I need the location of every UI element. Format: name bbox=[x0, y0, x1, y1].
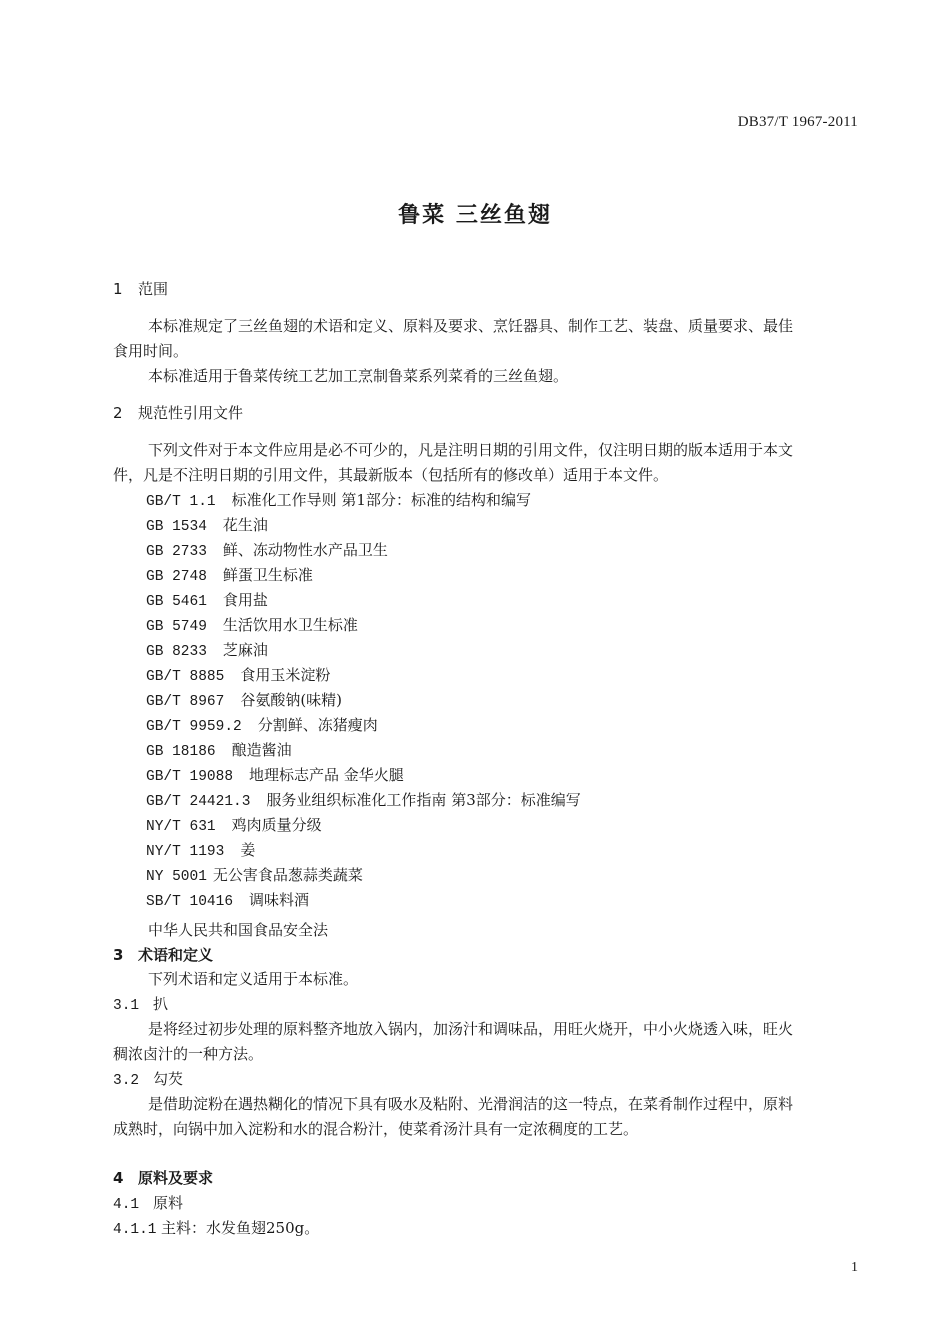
reference-code: GB 2733 bbox=[146, 544, 207, 560]
reference-title: 食用盐 bbox=[222, 591, 268, 609]
reference-code: GB 5461 bbox=[146, 594, 207, 610]
reference-title: 鸡肉质量分级 bbox=[231, 816, 322, 834]
page-number: 1 bbox=[851, 1260, 858, 1275]
paragraph: 下列术语和定义适用于本标准。 bbox=[148, 970, 359, 988]
reference-title: 鲜蛋卫生标准 bbox=[222, 566, 313, 584]
paragraph: 稠浓卤汁的一种方法。 bbox=[113, 1045, 264, 1063]
subsection-number: 4.1 bbox=[113, 1197, 140, 1213]
paragraph: 食用时间。 bbox=[113, 342, 189, 360]
reference-title: 鲜、冻动物性水产品卫生 bbox=[222, 541, 388, 559]
reference-item bbox=[146, 739, 292, 760]
reference-code: GB/T 1.1 bbox=[146, 494, 216, 510]
section-number: 1 bbox=[113, 280, 123, 298]
reference-item bbox=[146, 714, 378, 735]
reference-code: GB 8233 bbox=[146, 644, 207, 660]
reference-item bbox=[146, 539, 388, 560]
reference-item bbox=[146, 664, 330, 685]
reference-code: GB 5749 bbox=[146, 619, 207, 635]
reference-title: 调味料酒 bbox=[249, 891, 310, 909]
term-name: 扒 bbox=[153, 995, 169, 1013]
term-name: 勾芡 bbox=[153, 1070, 184, 1088]
reference-title: 生活饮用水卫生标准 bbox=[222, 616, 358, 634]
reference-code: GB/T 19088 bbox=[146, 769, 234, 785]
subsection-heading bbox=[113, 1217, 319, 1238]
reference-title: 服务业组织标准化工作指南 第3部分：标准编写 bbox=[266, 791, 581, 809]
reference-code: GB/T 9959.2 bbox=[146, 719, 242, 735]
section-3-heading bbox=[113, 944, 213, 965]
reference-item bbox=[146, 489, 531, 510]
section-number: 4 bbox=[113, 1169, 124, 1187]
reference-code: GB 1534 bbox=[146, 519, 207, 535]
reference-code: GB/T 24421.3 bbox=[146, 794, 251, 810]
section-title: 术语和定义 bbox=[138, 946, 214, 964]
reference-item bbox=[146, 864, 363, 885]
section-4-heading bbox=[113, 1167, 213, 1188]
reference-item bbox=[146, 689, 342, 710]
reference-item bbox=[146, 589, 268, 610]
paragraph: 件，凡是不注明日期的引用文件，其最新版本（包括所有的修改单）适用于本文件。 bbox=[113, 466, 669, 484]
reference-title: 谷氨酸钠(味精) bbox=[240, 691, 343, 709]
reference-code: NY/T 631 bbox=[146, 819, 216, 835]
reference-item bbox=[146, 514, 268, 535]
reference-title: 芝麻油 bbox=[222, 641, 268, 659]
reference-code: GB/T 8885 bbox=[146, 669, 225, 685]
reference-item bbox=[146, 764, 404, 785]
paragraph: 是借助淀粉在遇热糊化的情况下具有吸水及粘附、光滑润洁的这一特点，在菜肴制作过程中，原料 bbox=[148, 1095, 794, 1113]
reference-code: GB 18186 bbox=[146, 744, 216, 760]
reference-code: GB/T 8967 bbox=[146, 694, 225, 710]
paragraph: 成熟时，向锅中加入淀粉和水的混合粉汁，使菜肴汤汁具有一定浓稠度的工艺。 bbox=[113, 1120, 639, 1138]
reference-item bbox=[146, 889, 309, 910]
reference-item bbox=[146, 639, 268, 660]
reference-code: NY 5001 bbox=[146, 869, 207, 885]
reference-item bbox=[146, 564, 313, 585]
section-2-heading bbox=[113, 402, 243, 423]
section-title: 规范性引用文件 bbox=[138, 404, 244, 422]
document-title: 鲁菜 三丝鱼翅 bbox=[398, 203, 552, 228]
reference-code: SB/T 10416 bbox=[146, 894, 234, 910]
section-title: 原料及要求 bbox=[138, 1169, 214, 1187]
paragraph: 本标准规定了三丝鱼翅的术语和定义、原料及要求、烹饪器具、制作工艺、装盘、质量要求、最佳 bbox=[148, 317, 794, 335]
subsection-heading bbox=[113, 1192, 183, 1213]
reference-code: NY/T 1193 bbox=[146, 844, 225, 860]
paragraph: 下列文件对于本文件应用是必不可少的，凡是注明日期的引用文件，仅注明日期的版本适用于本文 bbox=[148, 441, 794, 459]
section-number: 3 bbox=[113, 946, 124, 964]
reference-title: 姜 bbox=[240, 841, 256, 859]
paragraph: 本标准适用于鲁菜传统工艺加工烹制鲁菜系列菜肴的三丝鱼翅。 bbox=[148, 367, 569, 385]
reference-item bbox=[146, 614, 358, 635]
term-heading bbox=[113, 1068, 183, 1089]
subsection-number: 4.1.1 bbox=[113, 1222, 157, 1238]
subsection-text: 主料：水发鱼翅250g。 bbox=[161, 1219, 320, 1237]
term-heading bbox=[113, 993, 168, 1014]
reference-title: 标准化工作导则 第1部分：标准的结构和编写 bbox=[231, 491, 531, 509]
paragraph: 是将经过初步处理的原料整齐地放入锅内，加汤汁和调味品，用旺火烧开，中小火烧透入味，旺火 bbox=[148, 1020, 794, 1038]
reference-title: 分割鲜、冻猪瘦肉 bbox=[257, 716, 378, 734]
reference-code: GB 2748 bbox=[146, 569, 207, 585]
reference-title: 食用玉米淀粉 bbox=[240, 666, 331, 684]
section-1-heading bbox=[113, 278, 168, 299]
reference-title: 无公害食品葱蒜类蔬菜 bbox=[212, 866, 363, 884]
reference-law: 中华人民共和国食品安全法 bbox=[148, 921, 329, 939]
reference-item bbox=[146, 814, 322, 835]
reference-title: 地理标志产品 金华火腿 bbox=[249, 766, 404, 784]
subsection-title: 原料 bbox=[153, 1194, 184, 1212]
document-code: DB37/T 1967-2011 bbox=[737, 114, 858, 130]
term-number: 3.2 bbox=[113, 1073, 140, 1089]
reference-item bbox=[146, 789, 581, 810]
section-title: 范围 bbox=[138, 280, 169, 298]
reference-title: 酿造酱油 bbox=[231, 741, 292, 759]
reference-item bbox=[146, 839, 255, 860]
reference-title: 花生油 bbox=[222, 516, 268, 534]
term-number: 3.1 bbox=[113, 998, 140, 1014]
section-number: 2 bbox=[113, 404, 123, 422]
